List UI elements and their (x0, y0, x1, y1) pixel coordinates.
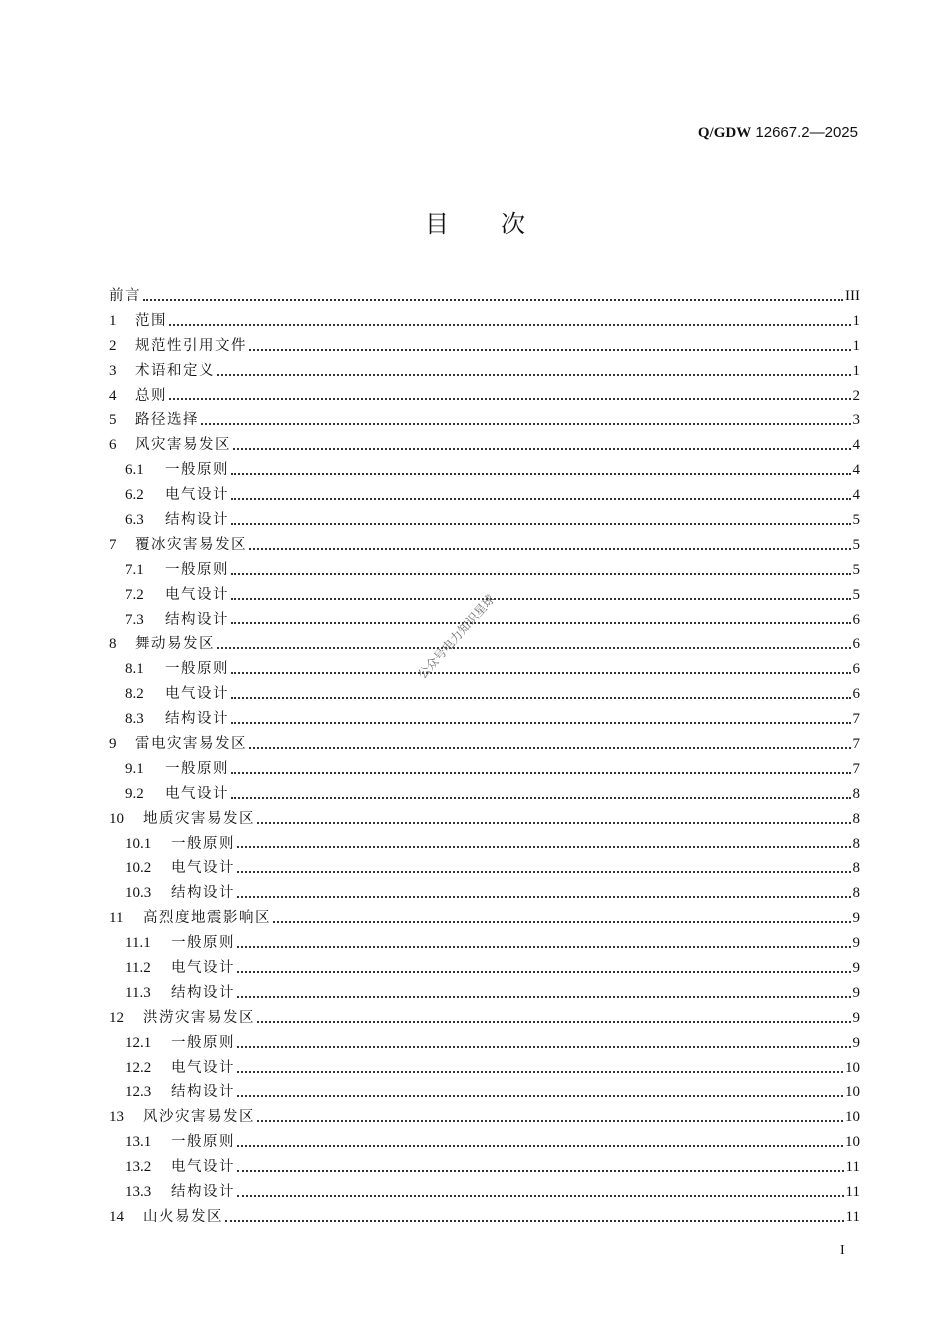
dot-leader (273, 921, 851, 923)
toc-entry-page: 8 (852, 860, 860, 877)
page-title (0, 204, 950, 239)
toc-entry-number: 7.1 (125, 561, 144, 578)
toc-entry-number: 10 (109, 810, 124, 827)
toc-entry[interactable] (109, 1155, 860, 1180)
toc-entry-page: 1 (852, 362, 860, 379)
toc-entry-number: 11.2 (125, 960, 151, 977)
toc-entry[interactable] (109, 483, 860, 508)
dot-leader (169, 324, 851, 326)
toc-entry-page: 10 (845, 1109, 860, 1126)
toc-entry-number: 13.1 (125, 1134, 152, 1151)
toc-entry-label: 电气设计 (171, 860, 235, 877)
toc-entry-page: 5 (852, 536, 860, 553)
toc-entry[interactable] (109, 707, 860, 732)
dot-leader (231, 498, 851, 500)
toc-entry[interactable] (109, 632, 860, 657)
toc-entry-label: 高烈度地震影响区 (143, 910, 271, 927)
toc-entry-page: 4 (852, 487, 860, 504)
toc-entry[interactable] (109, 1031, 860, 1056)
toc-entry-label: 总则 (135, 387, 167, 404)
toc-entry[interactable] (109, 533, 860, 558)
toc-entry-page: 9 (852, 910, 860, 927)
toc-entry-page: 8 (852, 810, 860, 827)
toc-entry-page: 5 (852, 586, 860, 603)
dot-leader (257, 1120, 843, 1122)
dot-leader (237, 1095, 843, 1097)
toc-entry-label: 电气设计 (165, 487, 229, 504)
toc-entry-page: 6 (852, 636, 860, 653)
toc-entry-label: 一般原则 (171, 1134, 235, 1151)
toc-entry-page: 8 (852, 785, 860, 802)
toc-entry[interactable] (109, 931, 860, 956)
toc-entry[interactable] (109, 1180, 860, 1205)
dot-leader (237, 871, 851, 873)
toc-entry-page: 10 (845, 1134, 860, 1151)
document-code-number: 12667.2—2025 (755, 124, 858, 141)
dot-leader (231, 797, 851, 799)
toc-entry-page: 10 (845, 1059, 860, 1076)
toc-entry-number: 9.1 (125, 760, 144, 777)
toc-entry[interactable] (109, 732, 860, 757)
toc-entry-page: 9 (852, 935, 860, 952)
toc-entry-label: 电气设计 (165, 785, 229, 802)
toc-entry-number: 12.2 (125, 1059, 152, 1076)
toc-entry-page: 11 (845, 1184, 860, 1201)
toc-entry-page: 7 (852, 711, 860, 728)
toc-entry[interactable] (109, 359, 860, 384)
toc-entry-number: 6.1 (125, 462, 144, 479)
toc-entry-number: 9.2 (125, 785, 144, 802)
toc-entry-page: 7 (852, 736, 860, 753)
toc-entry-number: 7 (109, 536, 117, 553)
toc-entry-number: 10.2 (125, 860, 152, 877)
toc-entry-number: 13.2 (125, 1159, 152, 1176)
toc-entry[interactable] (109, 508, 860, 533)
toc-entry-page: 5 (852, 512, 860, 528)
toc-entry-label: 结构设计 (171, 1084, 235, 1101)
dot-leader (143, 299, 843, 301)
toc-entry-number: 11.1 (125, 935, 151, 952)
table-of-contents (109, 284, 860, 1230)
page-title-char-1: 目 (425, 210, 449, 238)
dot-leader (201, 423, 851, 425)
document-code-prefix: Q/GDW (697, 125, 752, 141)
toc-entry[interactable] (109, 856, 860, 881)
dot-leader (249, 548, 851, 550)
toc-entry-page: 9 (852, 960, 860, 977)
toc-entry-page: 6 (852, 611, 860, 628)
toc-entry-number: 13.3 (125, 1184, 152, 1201)
toc-entry-label: 电气设计 (165, 686, 229, 703)
toc-entry-label: 术语和定义 (135, 362, 215, 379)
dot-leader (217, 647, 851, 649)
toc-entry-page: 11 (845, 1159, 860, 1176)
watermark: 公众号电力知识星球 (415, 591, 498, 682)
toc-entry[interactable] (109, 807, 860, 832)
toc-entry-number: 3 (109, 362, 117, 379)
dot-leader (231, 672, 851, 674)
toc-entry-label: 覆冰灾害易发区 (135, 536, 247, 553)
toc-entry[interactable] (109, 832, 860, 857)
dot-leader (237, 846, 851, 848)
toc-entry[interactable] (109, 558, 860, 583)
dot-leader (237, 971, 851, 973)
toc-entry-number: 8 (109, 636, 117, 653)
toc-entry-label: 地质灾害易发区 (143, 810, 255, 827)
toc-entry[interactable] (109, 458, 860, 483)
toc-entry-number: 7.3 (125, 611, 144, 628)
toc-entry-label: 规范性引用文件 (135, 337, 247, 354)
dot-leader (231, 697, 851, 699)
dot-leader (237, 896, 851, 898)
toc-entry-number: 6.3 (125, 512, 144, 528)
toc-entry[interactable] (109, 408, 860, 433)
toc-entry-number: 9 (109, 736, 117, 753)
toc-entry-page: 6 (852, 686, 860, 703)
toc-entry-label: 山火易发区 (143, 1208, 223, 1225)
toc-entry-number: 8.2 (125, 686, 144, 703)
dot-leader (237, 996, 851, 998)
toc-entry[interactable] (109, 981, 860, 1006)
toc-entry-label: 结构设计 (171, 984, 235, 1001)
toc-entry[interactable] (109, 1130, 860, 1155)
dot-leader (237, 1046, 851, 1048)
toc-entry[interactable] (109, 1081, 860, 1106)
toc-entry-page: 6 (852, 661, 860, 678)
toc-entry-page: 8 (852, 835, 860, 852)
toc-entry-label: 结构设计 (165, 512, 229, 528)
toc-entry-number: 12 (109, 1009, 124, 1026)
toc-entry-label: 结构设计 (165, 711, 229, 728)
toc-entry-number: 7.2 (125, 586, 144, 603)
toc-entry-page: 9 (852, 1009, 860, 1026)
toc-entry-label: 一般原则 (171, 1034, 235, 1051)
toc-entry-page: 10 (845, 1084, 860, 1101)
toc-entry-page: 4 (852, 437, 860, 454)
toc-entry-label: 舞动易发区 (135, 636, 215, 653)
toc-entry-number: 11.3 (125, 984, 151, 1001)
toc-entry[interactable] (109, 1205, 860, 1230)
toc-entry-page: 11 (845, 1208, 860, 1225)
toc-entry-page: 5 (852, 561, 860, 578)
toc-entry[interactable] (109, 1006, 860, 1031)
dot-leader (237, 1145, 843, 1147)
toc-entry-page: 1 (852, 337, 860, 354)
dot-leader (231, 722, 851, 724)
toc-entry-label: 一般原则 (165, 462, 229, 479)
toc-entry-label: 风灾害易发区 (135, 437, 231, 454)
toc-entry-page: 8 (852, 885, 860, 902)
toc-entry-page: 7 (852, 760, 860, 777)
toc-entry[interactable] (109, 433, 860, 458)
dot-leader (217, 374, 851, 376)
dot-leader (237, 1071, 843, 1073)
toc-entry-number: 4 (109, 387, 117, 404)
toc-entry[interactable] (109, 782, 860, 807)
toc-entry-label: 范围 (135, 312, 167, 329)
toc-entry[interactable] (109, 309, 860, 334)
toc-entry[interactable] (109, 657, 860, 682)
toc-entry-page: 3 (852, 412, 860, 429)
dot-leader (231, 573, 851, 575)
page-number: I (840, 1243, 845, 1258)
toc-entry-page: 4 (852, 462, 860, 479)
toc-entry-label: 一般原则 (171, 835, 235, 852)
toc-entry-number: 11 (109, 910, 124, 927)
toc-entry-label: 雷电灾害易发区 (135, 736, 247, 753)
dot-leader (249, 747, 851, 749)
toc-entry-label: 洪涝灾害易发区 (143, 1009, 255, 1026)
toc-entry-page: 2 (852, 387, 860, 404)
toc-entry-label: 一般原则 (171, 935, 235, 952)
toc-entry-number: 10.1 (125, 835, 152, 852)
dot-leader (249, 349, 851, 351)
dot-leader (237, 946, 851, 948)
toc-entry-number: 1 (109, 312, 117, 329)
toc-entry-page: 9 (852, 984, 860, 1001)
toc-entry-number: 8.1 (125, 661, 144, 678)
toc-entry[interactable] (109, 881, 860, 906)
dot-leader (237, 1195, 844, 1197)
toc-entry-label: 电气设计 (171, 960, 235, 977)
toc-entry-label: 一般原则 (165, 561, 229, 578)
toc-entry-number: 12.3 (125, 1084, 152, 1101)
toc-entry[interactable] (109, 956, 860, 981)
dot-leader (169, 398, 851, 400)
toc-entry-number: 13 (109, 1109, 124, 1126)
toc-entry[interactable] (109, 682, 860, 707)
dot-leader (231, 598, 851, 600)
dot-leader (237, 1170, 844, 1172)
toc-entry[interactable] (109, 1105, 860, 1130)
toc-entry-label: 电气设计 (171, 1059, 235, 1076)
toc-entry-number: 2 (109, 337, 117, 354)
toc-entry-number: 5 (109, 412, 117, 429)
toc-entry[interactable] (109, 334, 860, 359)
toc-entry-label: 一般原则 (165, 661, 229, 678)
toc-entry-page: 9 (852, 1034, 860, 1051)
page-title-char-2: 次 (501, 210, 525, 238)
toc-entry-label: 电气设计 (165, 586, 229, 603)
toc-entry-number: 14 (109, 1208, 124, 1225)
dot-leader (225, 1220, 844, 1222)
toc-entry-number: 8.3 (125, 711, 144, 728)
toc-entry-label: 路径选择 (135, 412, 199, 429)
dot-leader (233, 448, 851, 450)
toc-entry[interactable] (109, 906, 860, 931)
toc-entry-label: 结构设计 (171, 885, 235, 902)
toc-entry-number: 12.1 (125, 1034, 152, 1051)
toc-entry-page: 1 (852, 312, 860, 329)
toc-entry-number: 10.3 (125, 885, 152, 902)
toc-entry-number: 6.2 (125, 487, 144, 504)
toc-entry-label: 结构设计 (171, 1184, 235, 1201)
toc-entry-number: 6 (109, 437, 117, 454)
dot-leader (231, 523, 851, 525)
toc-entry[interactable] (109, 284, 860, 309)
dot-leader (257, 822, 851, 824)
dot-leader (231, 473, 851, 475)
toc-entry[interactable] (109, 384, 860, 409)
toc-entry[interactable] (109, 1056, 860, 1081)
toc-entry-label: 风沙灾害易发区 (143, 1109, 255, 1126)
document-code (698, 124, 858, 142)
toc-entry[interactable] (109, 757, 860, 782)
dot-leader (257, 1021, 851, 1023)
toc-entry-label: 前言 (109, 287, 141, 304)
toc-entry-label: 电气设计 (171, 1159, 235, 1176)
dot-leader (231, 622, 851, 624)
toc-entry-page: III (845, 287, 860, 304)
toc-entry-label: 结构设计 (165, 611, 229, 628)
dot-leader (231, 772, 851, 774)
toc-entry-label: 一般原则 (165, 760, 229, 777)
